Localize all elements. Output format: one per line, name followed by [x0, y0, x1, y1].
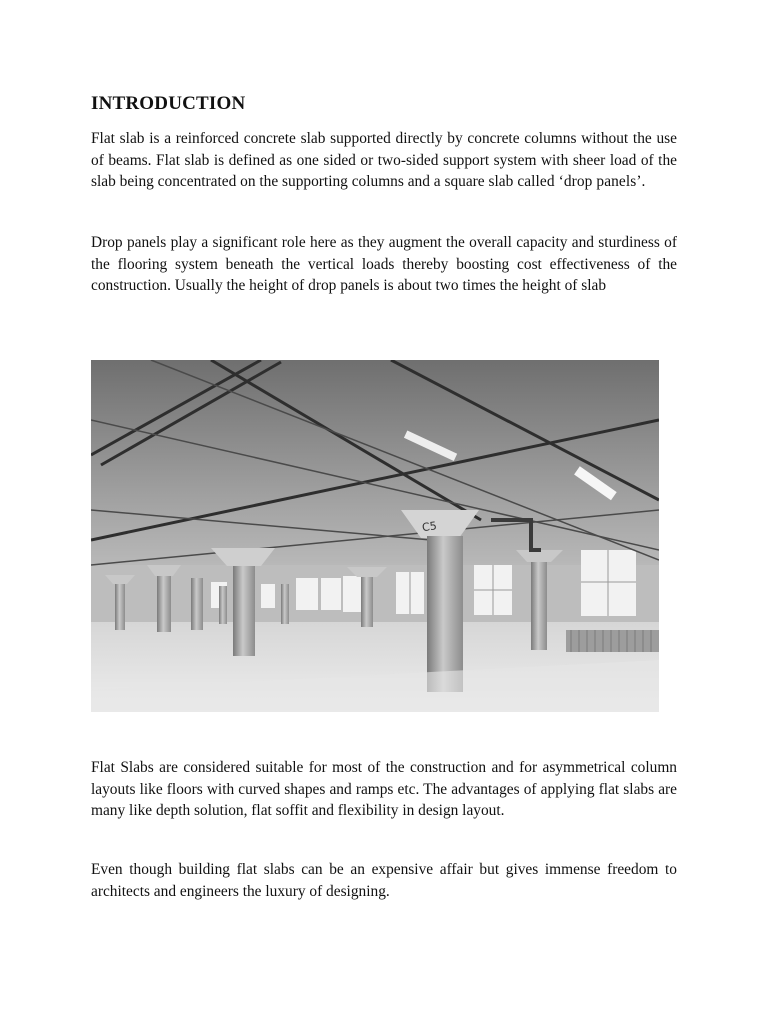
- near-column: [233, 564, 255, 656]
- drop-panels-emphasis: b called ‘drop panels: [505, 173, 637, 191]
- paragraph-drop-panels: Drop panels play a significant role here as they augment the overall capacity and sturdiness of the flooring system beneath the vertical loads thereby boosting cost effectiveness of the construction. Usually the height of drop panels is about two times the height of slab: [91, 234, 677, 295]
- paragraph-conclusion: Even though building flat slabs can be an expensive affair but gives immense freedom to architects and engineers the luxury of designing.: [91, 861, 677, 900]
- radiator: [566, 630, 659, 652]
- paragraph-1-text: Flat slab is a reinforced concrete slab supported directly by concrete columns without the use of beams. Flat slab is defined as one sided or two-sided support system with sheer load of the slab being concentrated on the supporting columns and a square sla: [91, 130, 677, 191]
- flat-slab-interior-photo: [91, 360, 659, 712]
- paragraph-suitability: Flat Slabs are considered suitable for most of the construction and for asymmetrical column layouts like floors with curved shapes and ramps etc. The advantages of applying flat slabs are many like depth solution, flat soffit and flexibility in design layout.: [91, 759, 677, 820]
- main-column: [427, 536, 463, 692]
- paragraph-flat-slab-definition: [91, 128, 677, 193]
- paragraph-1-tail: ’.: [636, 173, 646, 191]
- column-label: C5: [421, 519, 438, 535]
- section-heading: INTRODUCTION: [91, 93, 246, 114]
- photo-illustration: [91, 360, 659, 712]
